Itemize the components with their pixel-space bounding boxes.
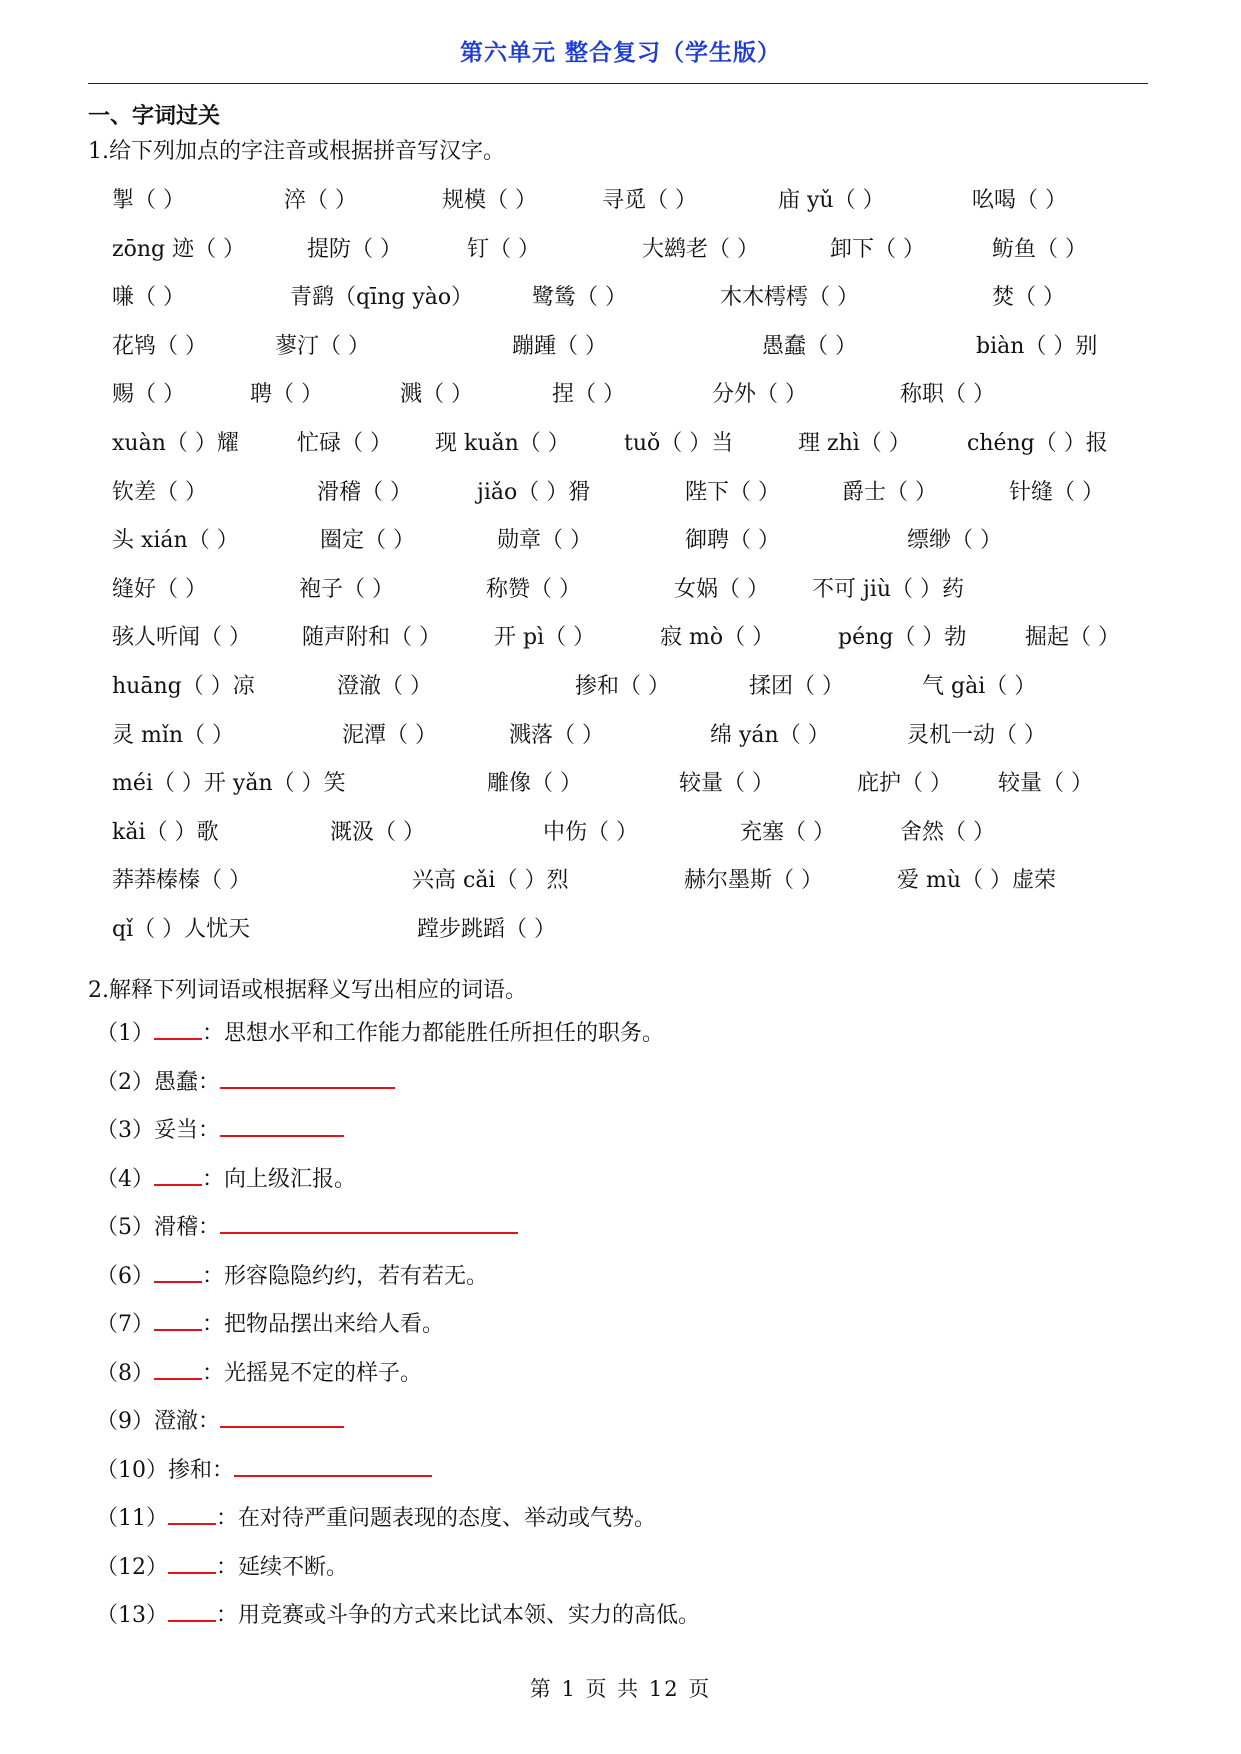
word-item: 陛下（ ） — [685, 479, 780, 505]
word-item: 鲂鱼（ ） — [992, 236, 1087, 262]
word-item: 提防（ ） — [307, 236, 402, 262]
item-number: （2） — [96, 1069, 154, 1095]
word-item: 现 kuǎn（ ） — [435, 430, 570, 456]
definition-item — [96, 1016, 1136, 1065]
word-item: 大鹚老（ ） — [642, 236, 759, 262]
word-row — [112, 377, 1152, 426]
word-item: 爵士（ ） — [842, 479, 937, 505]
answer-blank[interactable] — [168, 1550, 216, 1574]
word-item: 青鹞（qīng yào） — [290, 285, 474, 311]
item-number: （5） — [96, 1215, 154, 1240]
item-number: （9） — [96, 1409, 154, 1434]
word-row — [112, 523, 1152, 572]
word-item: 灵机一动（ ） — [907, 722, 1046, 748]
word-item: 袍子（ ） — [299, 576, 394, 602]
word-item: 寻觅（ ） — [602, 188, 697, 213]
word-item: 莽莽榛榛（ ） — [112, 868, 251, 894]
word-item: 开 pì（ ） — [494, 625, 596, 651]
word-item: 淬（ ） — [284, 188, 357, 213]
word-item: xuàn（ ）耀 — [112, 430, 239, 456]
word-item: 规模（ ） — [442, 188, 537, 213]
definition-item — [96, 1113, 1136, 1162]
word-item: 花鸨（ ） — [112, 333, 207, 359]
word-item: 蹦踵（ ） — [512, 333, 607, 359]
item-word: 澄澈： — [154, 1409, 221, 1434]
item-text: ：向上级汇报。 — [202, 1166, 357, 1192]
word-row — [112, 766, 1152, 815]
word-item: biàn（ ）别 — [976, 333, 1098, 359]
word-row — [112, 815, 1152, 864]
definition-item — [96, 1453, 1136, 1502]
word-row — [112, 572, 1152, 621]
question-1-title: 1.给下列加点的字注音或根据拼音写汉字。 — [88, 139, 505, 164]
definition-item — [96, 1404, 1136, 1453]
header-divider — [88, 83, 1148, 84]
answer-blank[interactable] — [154, 1016, 202, 1040]
word-row — [112, 912, 1152, 961]
word-row — [112, 863, 1152, 912]
item-text: ：把物品摆出来给人看。 — [202, 1312, 445, 1337]
word-item: jiǎo（ ）猾 — [477, 479, 591, 505]
word-item: 吆喝（ ） — [972, 188, 1067, 213]
definition-item — [96, 1356, 1136, 1405]
item-word: 妥当： — [154, 1118, 221, 1143]
word-item: 针缝（ ） — [1009, 479, 1104, 505]
item-number: （7） — [96, 1312, 154, 1337]
word-item: 头 xián（ ） — [112, 528, 239, 554]
word-item: 蹚步跳蹈（ ） — [417, 916, 556, 942]
word-item: 充塞（ ） — [740, 819, 835, 845]
word-item: 分外（ ） — [712, 382, 807, 408]
word-item: 雕像（ ） — [487, 771, 582, 797]
definition-item — [96, 1259, 1136, 1308]
word-item: 气 gài（ ） — [922, 673, 1037, 699]
item-text: ：思想水平和工作能力都能胜任所担任的职务。 — [202, 1021, 665, 1046]
word-item: 掘起（ ） — [1025, 625, 1120, 651]
word-item: 卸下（ ） — [830, 236, 925, 262]
answer-blank[interactable] — [154, 1356, 202, 1380]
definition-item — [96, 1065, 1136, 1114]
word-row — [112, 329, 1152, 378]
word-item: 溅（ ） — [400, 382, 473, 408]
word-item: 兴高 cǎi（ ）烈 — [412, 868, 569, 894]
page-footer: 第 1 页 共 12 页 — [529, 1677, 712, 1701]
word-item: 较量（ ） — [679, 771, 774, 797]
item-text: ：在对待严重问题表现的态度、举动或气势。 — [216, 1506, 657, 1531]
definition-item — [96, 1210, 1136, 1259]
item-number: （4） — [96, 1166, 154, 1192]
word-item: 中伤（ ） — [543, 819, 638, 845]
word-item: 绵 yán（ ） — [710, 722, 830, 748]
answer-blank[interactable] — [220, 1113, 344, 1137]
word-item: 木木樗樗（ ） — [720, 285, 859, 311]
word-item: 缥缈（ ） — [907, 528, 1002, 554]
item-number: （8） — [96, 1360, 154, 1386]
item-word: 滑稽： — [154, 1215, 221, 1240]
answer-blank[interactable] — [220, 1210, 518, 1234]
word-item: 捏（ ） — [552, 382, 625, 408]
word-item: méi（ ）开 yǎn（ ）笑 — [112, 771, 346, 797]
word-item: 称赞（ ） — [486, 576, 581, 602]
item-text: ：形容隐隐约约，若有若无。 — [202, 1263, 489, 1289]
answer-blank[interactable] — [234, 1453, 432, 1477]
word-row — [112, 475, 1152, 524]
word-item: tuǒ（ ）当 — [624, 430, 734, 456]
word-item: 蓼汀（ ） — [275, 333, 370, 359]
word-item: 鹭鸶（ ） — [532, 285, 627, 311]
word-item: 忙碌（ ） — [297, 430, 392, 456]
word-item: 赫尔墨斯（ ） — [684, 868, 823, 894]
word-item: 滑稽（ ） — [317, 479, 412, 505]
definition-item — [96, 1598, 1136, 1647]
item-number: （3） — [96, 1118, 154, 1143]
question-2-title: 2.解释下列词语或根据释义写出相应的词语。 — [88, 978, 527, 1003]
word-row — [112, 718, 1152, 767]
word-item: chéng（ ）报 — [967, 430, 1108, 456]
word-item: 赐（ ） — [112, 382, 185, 408]
word-item: 称职（ ） — [900, 382, 995, 408]
question-1-grid — [112, 183, 1152, 961]
word-item: 钦差（ ） — [112, 479, 207, 505]
answer-blank[interactable] — [154, 1162, 202, 1186]
word-item: zōng 迹（ ） — [112, 236, 246, 262]
word-row — [112, 280, 1152, 329]
definition-item — [96, 1307, 1136, 1356]
word-item: 焚（ ） — [992, 285, 1065, 311]
word-item: 揉团（ ） — [749, 673, 844, 699]
definition-item — [96, 1501, 1136, 1550]
answer-blank[interactable] — [168, 1598, 216, 1622]
word-item: 钉（ ） — [467, 236, 540, 262]
word-item: 爱 mù（ ）虚荣 — [897, 868, 1057, 894]
word-item: 庇护（ ） — [857, 771, 952, 797]
word-item: 理 zhì（ ） — [798, 430, 911, 456]
word-item: 舍然（ ） — [900, 819, 995, 845]
word-item: 较量（ ） — [998, 771, 1093, 797]
item-number: （6） — [96, 1263, 154, 1289]
definition-item — [96, 1162, 1136, 1211]
item-text: ：光摇晃不定的样子。 — [202, 1360, 423, 1386]
item-number: （12） — [96, 1554, 168, 1580]
answer-blank[interactable] — [154, 1259, 202, 1283]
word-item: 勋章（ ） — [497, 528, 592, 554]
word-row — [112, 620, 1152, 669]
section-heading: 一、字词过关 — [88, 103, 221, 129]
word-item: 掣（ ） — [112, 188, 185, 213]
answer-blank[interactable] — [154, 1307, 202, 1331]
word-item: 溉汲（ ） — [330, 819, 425, 845]
word-item: kǎi（ ）歌 — [112, 819, 219, 845]
word-item: 随声附和（ ） — [302, 625, 441, 651]
definition-item — [96, 1550, 1136, 1599]
word-item: 骇人听闻（ ） — [112, 625, 251, 651]
item-number: （10） — [96, 1457, 168, 1483]
word-row — [112, 183, 1152, 232]
answer-blank[interactable] — [220, 1404, 344, 1428]
word-item: 嗛（ ） — [112, 285, 185, 311]
item-number: （13） — [96, 1603, 168, 1628]
word-item: qǐ（ ）人忧天 — [112, 916, 251, 942]
item-number: （11） — [96, 1506, 168, 1531]
word-item: 庙 yǔ（ ） — [778, 188, 885, 213]
word-row — [112, 426, 1152, 475]
question-2-list — [96, 1016, 1136, 1647]
word-item: 寂 mò（ ） — [660, 625, 775, 651]
word-item: 澄澈（ ） — [337, 673, 432, 699]
item-word: 掺和： — [168, 1457, 235, 1483]
item-word: 愚蠢： — [154, 1069, 221, 1095]
word-item: 溅落（ ） — [509, 722, 604, 748]
word-item: 缝好（ ） — [112, 576, 207, 602]
word-item: 御聘（ ） — [685, 528, 780, 554]
word-item: 愚蠢（ ） — [762, 333, 857, 359]
word-item: 女娲（ ） — [674, 576, 769, 602]
word-item: péng（ ）勃 — [838, 625, 967, 651]
item-number: （1） — [96, 1021, 154, 1046]
word-item: 灵 mǐn（ ） — [112, 722, 235, 748]
item-text: ：延续不断。 — [216, 1554, 349, 1580]
page-title: 第六单元 整合复习（学生版） — [459, 39, 781, 66]
answer-blank[interactable] — [220, 1065, 395, 1089]
word-item: 圈定（ ） — [320, 528, 415, 554]
word-item: huāng（ ）凉 — [112, 673, 255, 699]
word-row — [112, 669, 1152, 718]
word-item: 泥潭（ ） — [342, 722, 437, 748]
word-item: 聘（ ） — [250, 382, 323, 408]
word-item: 掺和（ ） — [575, 673, 670, 699]
word-item: 不可 jiù（ ）药 — [812, 576, 965, 602]
word-row — [112, 232, 1152, 281]
answer-blank[interactable] — [168, 1501, 216, 1525]
item-text: ：用竞赛或斗争的方式来比试本领、实力的高低。 — [216, 1603, 701, 1628]
